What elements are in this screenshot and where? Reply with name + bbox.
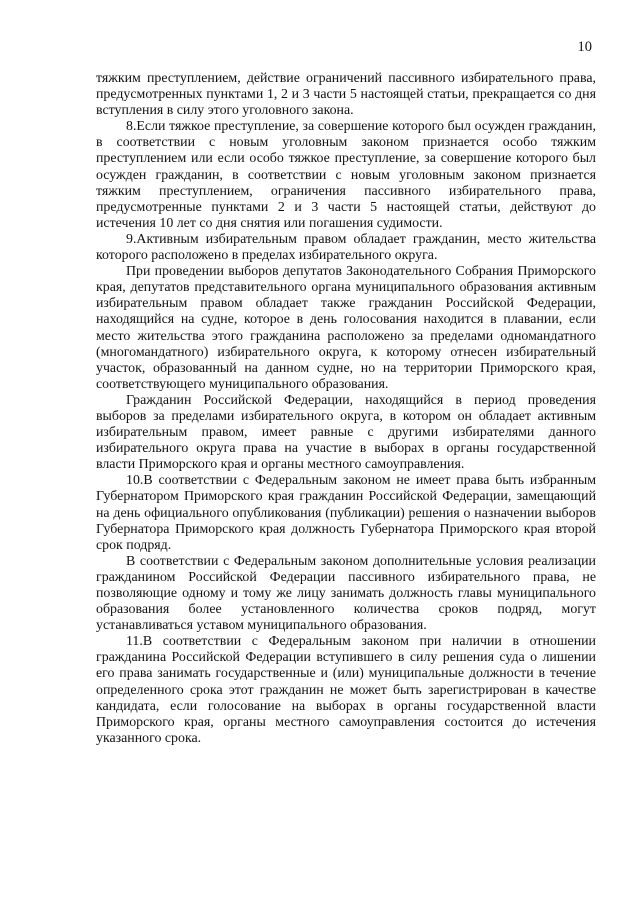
paragraph-item-8: 8.Если тяжкое преступление, за совершение которого был осужден гражданин, в соответствии с новым уголовным законом признается особо тяжким преступлением или если особо тяжкое преступление, за совершение которого был осужден гражданин, в соответствии с новым уголовным законом признается тяжким преступлением, ограничения пассивного избирательного права, предусмотренные пунктами 2 и 3 части 5 настоящей статьи, действуют до истечения 10 лет со дня снятия или погашения судимости.	[96, 119, 596, 231]
paragraph-item-11: 11.В соответствии с Федеральным законом при наличии в отношении гражданина Российской Федерации вступившего в силу решения суда о лишении его права занимать государственные и (или) муниципальные должности в течение определенного срока этот гражданин не может быть зарегистрирован в качестве кандидата, если голосование на выборах в органы государственной власти Приморского края, органы местного самоуправления состоится до истечения указанного срока.	[96, 634, 596, 746]
paragraph-ship-voting: При проведении выборов депутатов Законодательного Собрания Приморского края, депутатов представительного органа муниципального образования активным избирательным правом обладает также гражданин Российской Федерации, находящийся на судне, которое в день голосования находится в плавании, если место жительства этого гражданина расположено за пределами одномандатного (многомандатного) избирательного округа, к которому отнесен избирательный участок, образованный на данном судне, но на территории Приморского края, соответствующего муниципального образования.	[96, 264, 596, 392]
paragraph-item-9: 9.Активным избирательным правом обладает гражданин, место жительства которого расположено в пределах избирательного округа.	[96, 231, 596, 264]
body-text	[96, 71, 596, 747]
paragraph-item-10: 10.В соответствии с Федеральным законом не имеет права быть избранным Губернатором Приморского края гражданин Российской Федерации, замещающий на день официального опубликования (публикации) решения о назначении выборов Губернатора Приморского края должность Губернатора Приморского края второй срок подряд.	[96, 473, 596, 553]
paragraph-outside-district: Гражданин Российской Федерации, находящийся в период проведения выборов за пределами избирательного округа, в котором он обладает активным избирательным правом, имеет равные с другими избирателями данного избирательного округа права на участие в выборах в органы государственной власти Приморского края и органы местного самоуправления.	[96, 392, 596, 473]
paragraph-term-limits: В соответствии с Федеральным законом дополнительные условия реализации гражданином Российской Федерации пассивного избирательного права, не позволяющие одному и тому же лицу занимать должность главы муниципального образования более установленного количества сроков подряд, могут устанавливаться уставом муниципального образования.	[96, 553, 596, 634]
page-number: 10	[577, 39, 592, 55]
paragraph-continuation: тяжким преступлением, действие ограничений пассивного избирательного права, предусмотренных пунктами 1, 2 и 3 части 5 настоящей статьи, прекращается со дня вступления в силу этого уголовного закона.	[96, 71, 596, 119]
